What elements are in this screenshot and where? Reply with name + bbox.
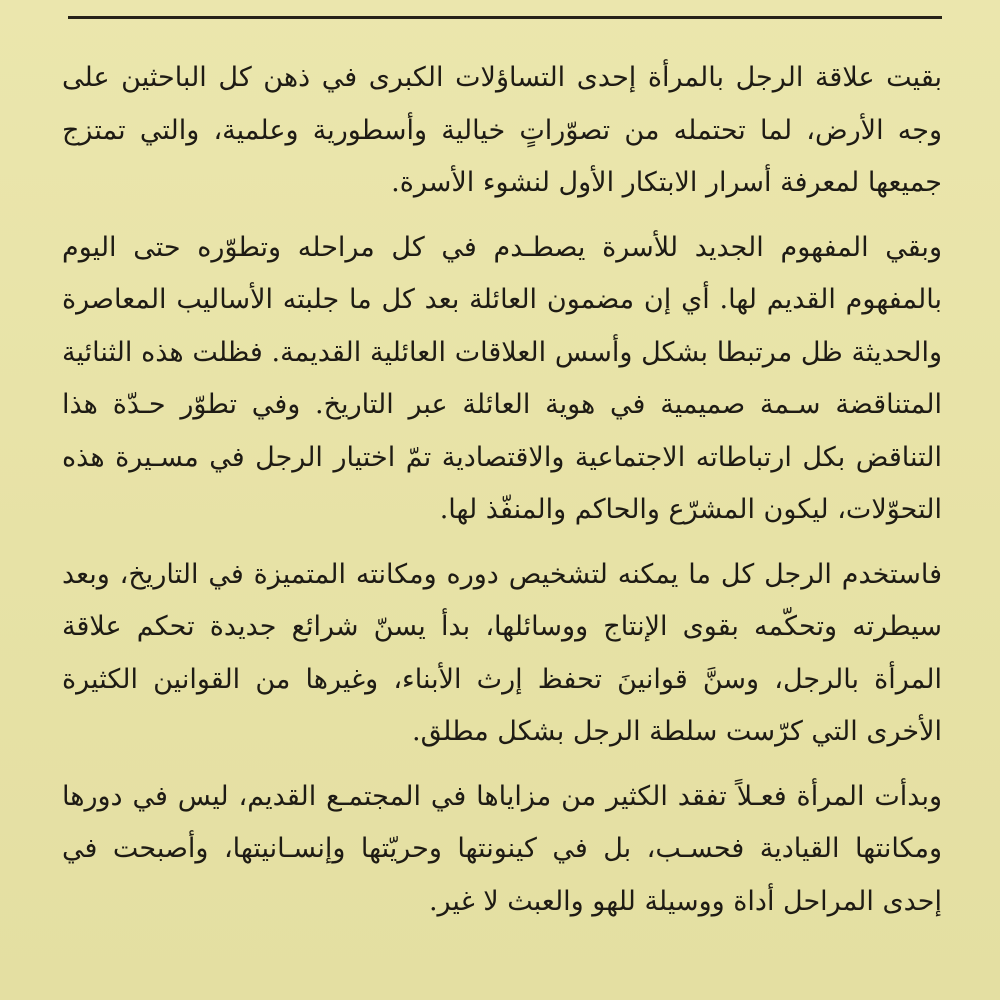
paragraph-1: بقيت علاقة الرجل بالمرأة إحدى التساؤلات الكبرى في ذهن كل الباحثين على وجه الأرض، لما تحتمله من تصوّراتٍ خيالية وأسطورية وعلمية، والتي تمتزج جميعها لمعرفة أسرار الابتكار الأول لنشوء الأسرة.: [62, 62, 942, 198]
paragraph-4: وبدأت المرأة فعـلاً تفقد الكثير من مزاياها في المجتمـع القديم، ليس في دورها ومكانتها القيادية فحسـب، بل في كينونتها وحريّتها وإنسـانيتها، وأصبحت في إحدى المراحل أداة ووسيلة للهو والعبث لا غير.: [62, 780, 942, 917]
paragraph-3: فاستخدم الرجل كل ما يمكنه لتشخيص دوره ومكانته المتميزة في التاريخ، وبعد سيطرته وتحكّمه بقوى الإنتاج ووسائلها، بدأ يسنّ شرائع جديدة تحكم علاقة المرأة بالرجل، وسنَّ قوانينَ تحفظ إرث الأبناء، وغيرها من القوانين الكثيرة الأخرى التي كرّست سلطة الرجل بشكل مطلق.: [62, 558, 942, 747]
paragraph-2: وبقي المفهوم الجديد للأسرة يصطـدم في كل مراحله وتطوّره حتى اليوم بالمفهوم القديم لها. أي إن مضمون العائلة بعد كل ما جلبته الأساليب المعاصرة والحديثة ظل مرتبطا بشكل وأسس العلاقات العائلية القديمة. فظلت هذه الثنائية المتناقضة سـمة صميمية في هوية العائلة عبر التاريخ. وفي تطوّر حـدّة هذا التناقض بكل ارتباطاته الاجتماعية والاقتصادية تمّ اختيار الرجل في مسـيرة هذه التحوّلات، ليكون المشرّع والحاكم والمنفّذ لها.: [62, 231, 942, 525]
body-text: [62, 52, 942, 940]
header-rule: [68, 16, 942, 19]
